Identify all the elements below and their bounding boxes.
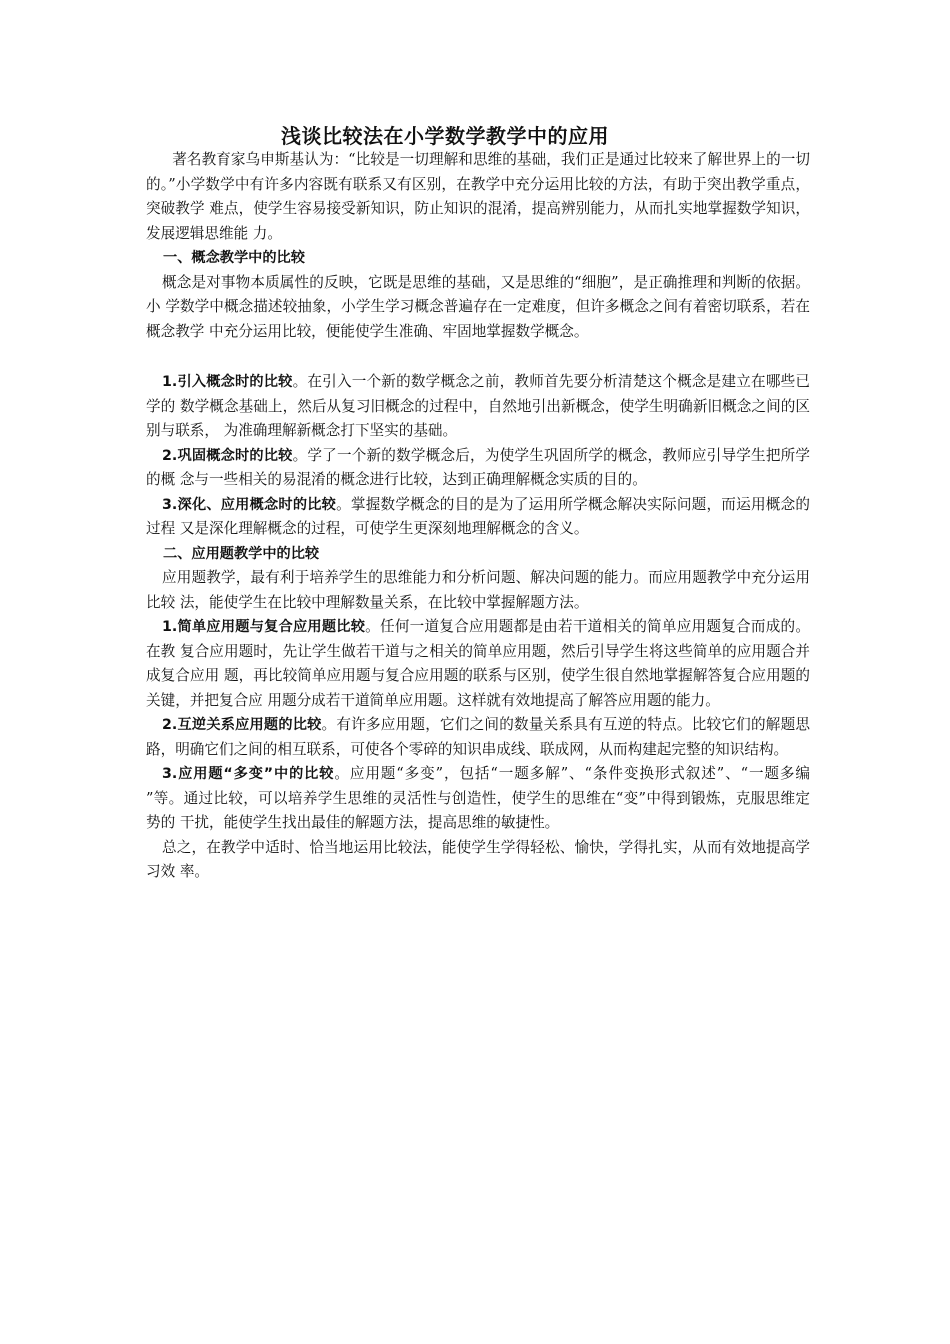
concept-item-2-lead: 2.巩固概念时的比较	[162, 447, 293, 464]
intro-paragraph: 著名教育家乌申斯基认为：“比较是一切理解和思维的基础，我们正是通过比较来了解世界上的一切的。”小学数学中有许多内容既有联系又有区别，在教学中充分运用比较的方法，有助于突出教学重点，突破教学 难点，使学生容易接受新知识，防止知识的混淆，提高辨别能力，从而扎实地掌握数学知识，发展逻辑思维能 力。	[146, 151, 810, 242]
concept-item-2-text: 。学了一个新的数学概念后，为使学生巩固所学的概念，教师应引导学生把所学的概 念与一些相关的易混淆的概念进行比较，达到正确理解概念实质的目的。	[146, 446, 810, 488]
concept-item-3	[146, 493, 810, 542]
document-body	[146, 148, 810, 885]
word-problem-item-1	[146, 615, 810, 713]
section-word-problems-intro: 应用题教学，最有利于培养学生的思维能力和分析问题、解决问题的能力。而应用题教学中充分运用比较 法，能使学生在比较中理解数量关系，在比较中掌握解题方法。	[146, 569, 810, 611]
document-title: 浅谈比较法在小学数学教学中的应用	[281, 124, 609, 148]
word-problem-item-1-lead: 1.简单应用题与复合应用题比较	[162, 619, 366, 635]
word-problem-item-1-text: 。任何一道复合应用题都是由若干道相关的简单应用题复合而成的。在教 复合应用题时，先让学生做若干道与之相关的简单应用题，然后引导学生将这些简单的应用题合并成复合应用 题，再比较简单应用题与复合应用题的联系与区别，使学生很自然地掌握解答复合应用题的关键，并把复合应 用题分成若干道简单应用题。这样就有效地提高了解答应用题的能力。	[146, 618, 810, 709]
word-problem-item-3-lead: 3.应用题“多变”中的比较	[162, 766, 335, 782]
concept-item-1-text: 。在引入一个新的数学概念之前，教师首先要分析清楚这个概念是建立在哪些已学的 数学概念基础上，然后从复习旧概念的过程中，自然地引出新概念，使学生明确新旧概念之间的区别与联系， 为准确理解新概念打下坚实的基础。	[146, 373, 810, 439]
word-problem-item-2-lead: 2.互逆关系应用题的比较	[162, 717, 322, 733]
word-problem-item-3	[146, 762, 810, 836]
section-concept-intro: 概念是对事物本质属性的反映，它既是思维的基础，又是思维的“细胞”，是正确推理和判断的依据。小 学数学中概念描述较抽象，小学生学习概念普遍存在一定难度，但许多概念之间有着密切联系，若在概念教学 中充分运用比较，便能使学生准确、牢固地掌握数学概念。	[146, 273, 810, 340]
paragraph-spacer	[146, 344, 810, 370]
word-problem-item-2	[146, 713, 810, 762]
concept-item-1	[146, 370, 810, 444]
concept-item-3-text: 。掌握数学概念的目的是为了运用所学概念解决实际问题，而运用概念的过程 又是深化理解概念的过程，可使学生更深刻地理解概念的含义。	[146, 495, 810, 537]
concept-item-2	[146, 444, 810, 493]
concept-item-1-lead: 1.引入概念时的比较	[162, 374, 293, 390]
concept-item-3-lead: 3.深化、应用概念时的比较	[162, 496, 337, 513]
section-heading-concept: 一、概念教学中的比较	[163, 250, 305, 266]
word-problem-item-2-text: 。有许多应用题，它们之间的数量关系具有互逆的特点。比较它们的解题思路，明确它们之间的相互联系，可使各个零碎的知识串成线、联成网，从而构建起完整的知识结构。	[146, 716, 810, 758]
section-heading-word-problems: 二、应用题教学中的比较	[163, 545, 320, 562]
word-problem-item-3-text: 。应用题“多变”，包括“一题多解”、“条件变换形式叙述”、“一题多编 ”等。通过比较，可以培养学生思维的灵活性与创造性，使学生的思维在“变”中得到锻炼，克服思维定势的 干扰，能使学生找出最佳的解题方法，提高思维的敏捷性。	[146, 765, 810, 831]
conclusion-paragraph: 总之，在教学中适时、恰当地运用比较法，能使学生学得轻松、愉快，学得扎实，从而有效地提高学习效 率。	[146, 838, 810, 880]
